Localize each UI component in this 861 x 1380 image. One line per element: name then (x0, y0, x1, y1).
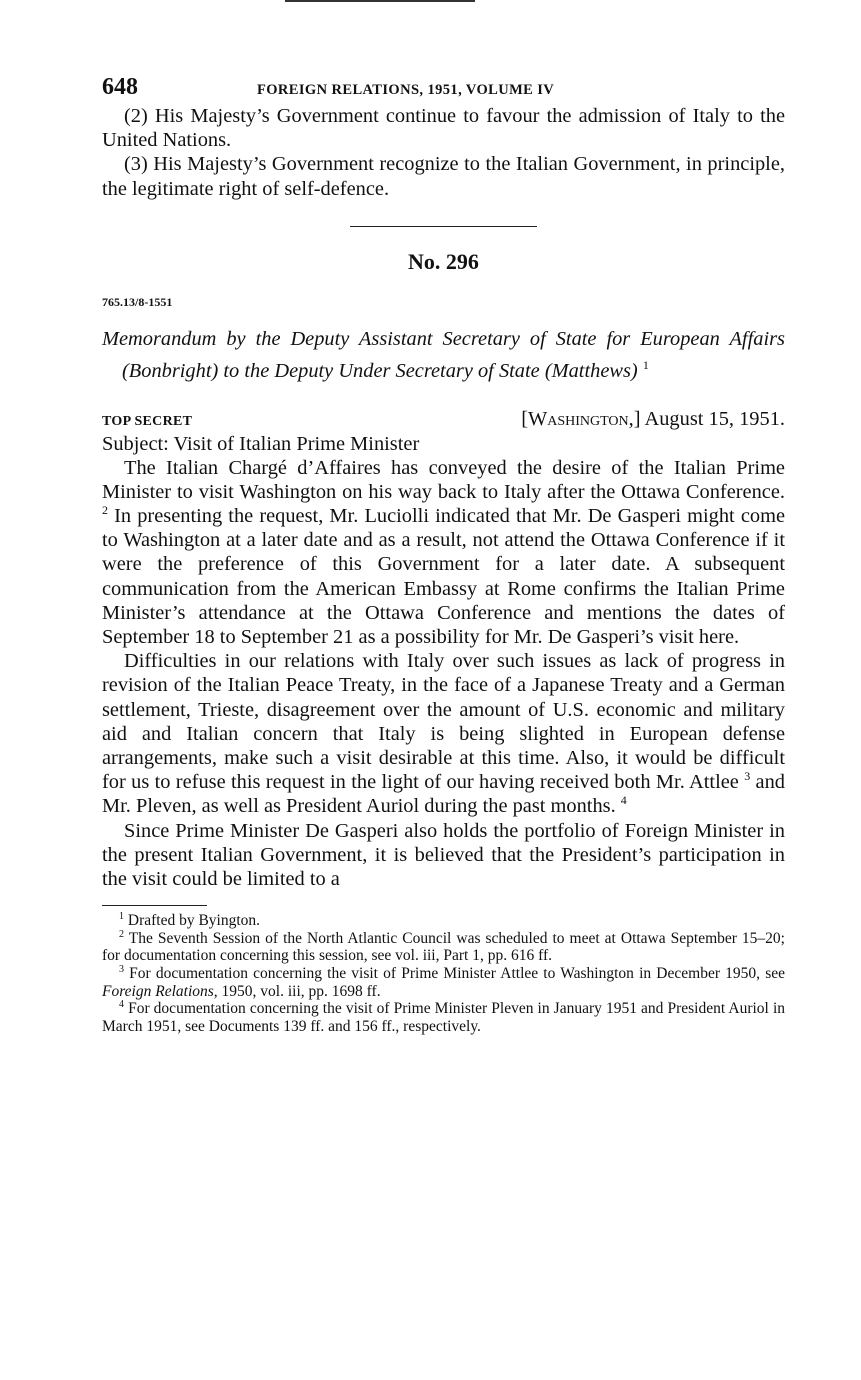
subject-line: Subject: Visit of Italian Prime Minister (102, 432, 420, 455)
document-title-text: Memorandum by the Deputy Assistant Secretary of State for European Affairs (Bonbright) to the Deputy Under Secretary of State (Matthews) (102, 327, 785, 382)
dateline-row (102, 408, 785, 431)
document-title (102, 326, 785, 384)
footnote-ref: 1 (642, 357, 649, 372)
footnote-ref: 3 (744, 769, 751, 784)
paragraph: The Italian Chargé d’Affaires has conveyed the desire of the Italian Prime Minister to visit Washington on his way back to Italy after the Ottawa Conference. $^2$ In presenting the request, Mr. Luciolli indicated that Mr. De Gasperi might come to Washington at a later date and as a result, not attend the Ottawa Conference if it were the preference of this Government for a later date. A subsequent communication from the American Embassy at Rome confirms the Italian Prime Minister’s attendance at the Ottawa Conference and mentions the dates of September 18 to September 21 as a possibility for Mr. De Gasperi’s visit here. (102, 456, 785, 649)
paragraph: Difficulties in our relations with Italy over such issues as lack of progress in revision of the Italian Peace Treaty, in the face of a Japanese Treaty and a German settlement, Trieste, disagreement over the amount of U.S. economic and military aid and Italian concern that Italy is being slighted in European defense arrangements, make such a visit desirable at this time. Also, it would be difficult for us to refuse this request in the light of our having received both Mr. Attlee $^3$ and Mr. Pleven, as well as President Auriol during the past months. $^4$ (102, 650, 785, 818)
previous-document-continuation (102, 104, 785, 201)
footnote: $^2$ The Seventh Session of the North Atlantic Council was scheduled to meet at Ottawa September 15–20; for documentation concerning this session, see vol. iii, Part 1, pp. 616 ff. (102, 928, 785, 965)
page-header (102, 70, 785, 104)
paragraph: Since Prime Minister De Gasperi also holds the portfolio of Foreign Minister in the present Italian Government, it is believed that the President’s participation in the visit could be limited to a (102, 819, 785, 891)
footnote: $^1$ Drafted by Byington. (119, 911, 261, 930)
section-divider (350, 226, 537, 227)
document-number: No. 296 (408, 248, 479, 274)
document-page (102, 70, 785, 1035)
footnote: $^4$ For documentation concerning the visit of Prime Minister Pleven in January 1951 and President Auriol in March 1951, see Documents 139 ff. and 156 ff., respectively. (102, 999, 785, 1035)
footnote-ref: 4 (620, 793, 627, 808)
file-reference: 765.13/8-1551 (102, 294, 173, 309)
page-number: 648 (102, 74, 138, 100)
continuation-item: (3) His Majesty’s Government recognize to the Italian Government, in principle, the legitimate right of self-defence. (102, 153, 785, 200)
place: Washington (528, 407, 629, 430)
running-head: FOREIGN RELATIONS, 1951, VOLUME IV (257, 82, 555, 98)
footnotes (102, 912, 785, 1035)
continuation-item: (2) His Majesty’s Government continue to favour the admission of Italy to the United Nations. (102, 105, 785, 152)
dateline: [Washington,] August 15, 1951. (521, 407, 785, 430)
memo-body (102, 456, 785, 892)
top-edge-rule (285, 0, 475, 2)
footnote: $^3$ For documentation concerning the visit of Prime Minister Attlee to Washington in December 1950, see Foreign Relations, 1950, vol. iii, pp. 1698 ff. (102, 963, 785, 1000)
date: ,] August 15, 1951. (628, 407, 785, 430)
footnote-divider (102, 905, 207, 906)
classification-label: TOP SECRET (102, 413, 193, 429)
footnote-ref: 2 (102, 503, 108, 518)
